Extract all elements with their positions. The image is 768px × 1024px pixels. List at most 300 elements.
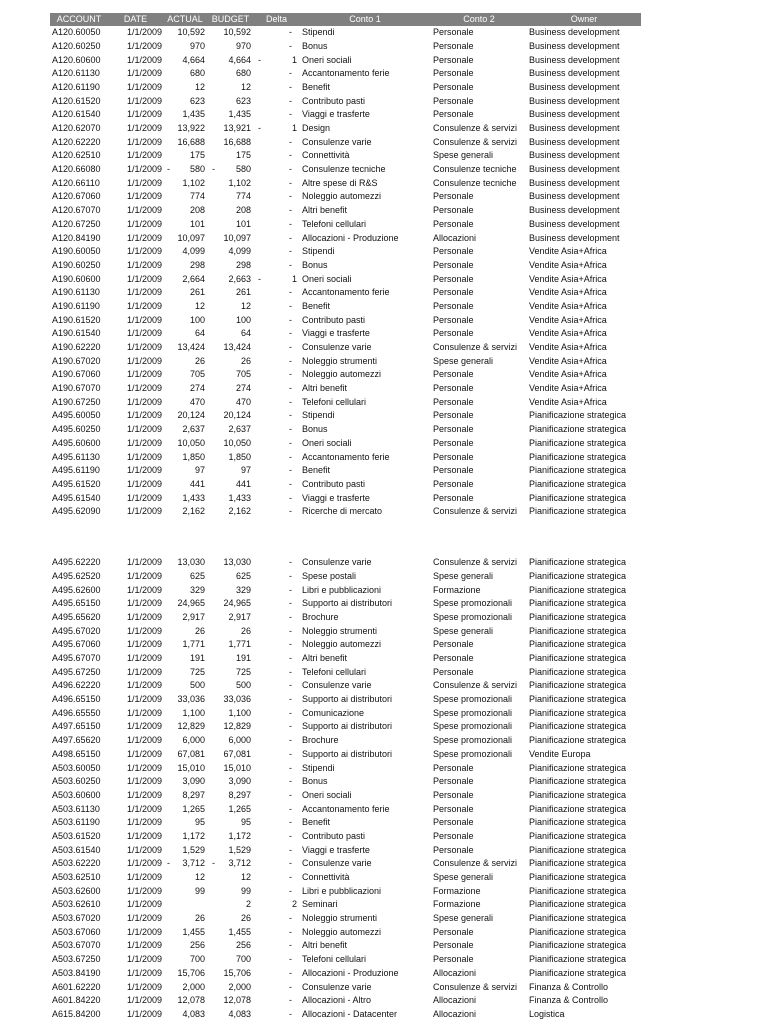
cell-account (50, 775, 108, 789)
cell-actual (163, 149, 207, 163)
budget-value: 10,592 (223, 27, 251, 38)
conto1-value: Altri benefit (302, 940, 348, 951)
cell-conto2 (431, 177, 527, 191)
cell-delta (254, 81, 299, 95)
date-value: 1/1/2009 (126, 54, 162, 65)
cell-conto1 (299, 844, 431, 858)
cell-conto2 (431, 409, 527, 423)
cell-budget (207, 259, 254, 273)
cell-actual (163, 707, 207, 721)
cell-actual (163, 355, 207, 369)
cell-conto1 (299, 816, 431, 830)
conto1-value: Supporto ai distributori (302, 694, 393, 705)
account-value: A503.61540 (52, 844, 101, 855)
conto2-value: Spese promozionali (433, 707, 513, 718)
conto1-value: Telefoni cellulari (302, 666, 367, 677)
owner-value: Business development (529, 136, 620, 147)
cell-date (108, 67, 163, 81)
account-value: A503.67060 (52, 926, 101, 937)
conto2-value: Formazione (433, 584, 481, 595)
cell-budget (207, 981, 254, 995)
delta-value: - (289, 830, 292, 841)
header-conto-2: Conto 2 (463, 13, 495, 24)
account-value: A503.62220 (52, 858, 101, 869)
table-row (50, 409, 641, 423)
budget-value: 680 (235, 68, 251, 79)
table-row (50, 67, 641, 81)
cell-date (108, 748, 163, 762)
cell-owner (527, 355, 641, 369)
delta-value: - (289, 570, 292, 581)
conto2-value: Spese generali (433, 625, 494, 636)
delta-value: - (289, 748, 292, 759)
table-row (50, 204, 641, 218)
cell-actual (163, 994, 207, 1008)
conto1-value: Comunicazione (302, 707, 365, 718)
cell-delta (254, 478, 299, 492)
date-value: 1/1/2009 (126, 803, 162, 814)
cell-conto2 (431, 122, 527, 136)
cell-conto2 (431, 95, 527, 109)
conto1-value: Accantonamento ferie (302, 803, 390, 814)
budget-value: 298 (235, 259, 251, 270)
actual-value: 1,455 (182, 926, 205, 937)
table-row (50, 693, 641, 707)
owner-value: Pianificazione strategica (529, 940, 627, 951)
budget-value: 705 (235, 369, 251, 380)
date-value: 1/1/2009 (126, 557, 162, 568)
conto1-value: Oneri sociali (302, 54, 352, 65)
cell-owner (527, 204, 641, 218)
cell-conto2 (431, 789, 527, 803)
cell-conto1 (299, 611, 431, 625)
cell-account (50, 898, 108, 912)
cell-actual (163, 748, 207, 762)
budget-value: 10,050 (223, 437, 251, 448)
conto1-value: Altri benefit (302, 653, 348, 663)
budget-value: 1,435 (228, 109, 251, 120)
account-value: A495.60050 (52, 410, 101, 421)
cell-date (108, 816, 163, 830)
account-value: A495.67060 (52, 639, 101, 650)
conto1-value: Consulenze varie (302, 136, 372, 147)
delta-sign: - (258, 273, 261, 284)
cell-budget (207, 81, 254, 95)
cell-conto1 (299, 437, 431, 451)
conto1-value: Brochure (302, 735, 339, 746)
cell-conto1 (299, 136, 431, 150)
cell-delta (254, 734, 299, 748)
actual-value: 13,424 (177, 342, 205, 352)
cell-budget (207, 830, 254, 844)
conto2-value: Personale (433, 40, 474, 51)
delta-value: - (289, 328, 292, 339)
cell-delta (254, 638, 299, 652)
cell-delta (254, 679, 299, 693)
cell-owner (527, 464, 641, 478)
cell-conto1 (299, 464, 431, 478)
budget-value: 20,124 (223, 410, 251, 421)
conto2-value: Personale (433, 191, 474, 202)
table-body-page-1 (50, 26, 641, 519)
cell-conto2 (431, 981, 527, 995)
cell-delta (254, 926, 299, 940)
cell-delta (254, 611, 299, 625)
cell-conto1 (299, 26, 431, 40)
conto2-value: Formazione (433, 885, 481, 896)
cell-owner (527, 625, 641, 639)
cell-date (108, 981, 163, 995)
cell-conto1 (299, 451, 431, 465)
date-value: 1/1/2009 (126, 666, 162, 677)
cell-actual (163, 611, 207, 625)
cell-actual (163, 816, 207, 830)
budget-value: 1,102 (228, 177, 251, 188)
delta-value: - (289, 410, 292, 421)
date-value: 1/1/2009 (126, 748, 162, 759)
owner-value: Business development (529, 177, 620, 188)
cell-date (108, 871, 163, 885)
actual-value: 4,099 (182, 246, 205, 257)
cell-conto2 (431, 327, 527, 341)
cell-conto2 (431, 570, 527, 584)
cell-conto2 (431, 857, 527, 871)
conto2-value: Consulenze & servizi (433, 123, 518, 133)
owner-value: Vendite Asia+Africa (529, 383, 607, 394)
table-row (50, 625, 641, 639)
budget-value: 13,030 (223, 557, 251, 568)
table-body-page-2 (50, 556, 641, 1021)
date-value: 1/1/2009 (126, 95, 162, 106)
account-value: A495.60250 (52, 424, 101, 435)
actual-value: 100 (189, 314, 205, 325)
cell-date (108, 939, 163, 953)
table-row (50, 368, 641, 382)
cell-delta (254, 40, 299, 54)
date-value: 1/1/2009 (126, 451, 162, 462)
delta-value: - (289, 465, 292, 476)
cell-conto2 (431, 652, 527, 666)
date-value: 1/1/2009 (126, 81, 162, 92)
cell-conto1 (299, 748, 431, 762)
account-value: A495.62600 (52, 584, 101, 595)
date-value: 1/1/2009 (126, 598, 162, 609)
cell-owner (527, 597, 641, 611)
delta-value: - (289, 136, 292, 147)
cell-owner (527, 26, 641, 40)
cell-owner (527, 177, 641, 191)
cell-owner (527, 707, 641, 721)
cell-actual (163, 789, 207, 803)
conto1-value: Brochure (302, 611, 339, 622)
cell-date (108, 218, 163, 232)
cell-actual (163, 26, 207, 40)
actual-value: 500 (189, 680, 205, 691)
budget-value: 15,010 (223, 762, 251, 773)
cell-date (108, 451, 163, 465)
cell-budget (207, 204, 254, 218)
account-value: A503.61520 (52, 830, 101, 841)
conto2-value: Personale (433, 803, 474, 814)
cell-conto2 (431, 382, 527, 396)
date-value: 1/1/2009 (126, 844, 162, 855)
owner-value: Pianificazione strategica (529, 557, 627, 568)
account-value: A615.84200 (52, 1008, 101, 1019)
cell-conto2 (431, 149, 527, 163)
cell-actual (163, 259, 207, 273)
cell-conto1 (299, 409, 431, 423)
owner-value: Pianificazione strategica (529, 570, 627, 581)
account-value: A120.61520 (52, 95, 101, 106)
date-value: 1/1/2009 (126, 981, 162, 992)
conto2-value: Personale (433, 410, 474, 421)
actual-value: 2,637 (182, 424, 205, 435)
cell-account (50, 451, 108, 465)
date-value: 1/1/2009 (126, 369, 162, 380)
date-value: 1/1/2009 (126, 40, 162, 51)
cell-date (108, 478, 163, 492)
delta-value: - (289, 342, 292, 352)
budget-value: 261 (235, 287, 251, 298)
owner-value: Business development (529, 68, 620, 79)
cell-actual (163, 327, 207, 341)
conto2-value: Personale (433, 369, 474, 380)
cell-conto2 (431, 885, 527, 899)
cell-actual (163, 885, 207, 899)
conto1-value: Viaggi e trasferte (302, 109, 370, 120)
cell-owner (527, 245, 641, 259)
date-value: 1/1/2009 (126, 123, 162, 133)
table-row (50, 464, 641, 478)
table-row (50, 570, 641, 584)
table-row (50, 789, 641, 803)
table-row (50, 54, 641, 68)
date-value: 1/1/2009 (126, 940, 162, 951)
cell-date (108, 95, 163, 109)
cell-account (50, 81, 108, 95)
cell-actual (163, 1008, 207, 1022)
delta-value: - (289, 287, 292, 298)
cell-delta (254, 286, 299, 300)
cell-conto2 (431, 396, 527, 410)
owner-value: Vendite Asia+Africa (529, 328, 607, 339)
cell-conto2 (431, 81, 527, 95)
cell-conto1 (299, 857, 431, 871)
cell-budget (207, 789, 254, 803)
cell-delta (254, 163, 299, 177)
cell-owner (527, 40, 641, 54)
conto2-value: Personale (433, 926, 474, 937)
date-value: 1/1/2009 (126, 27, 162, 38)
actual-value: 1,435 (182, 109, 205, 120)
cell-delta (254, 666, 299, 680)
delta-value: - (289, 68, 292, 79)
date-value: 1/1/2009 (126, 926, 162, 937)
cell-delta (254, 368, 299, 382)
delta-value: - (289, 776, 292, 787)
cell-account (50, 218, 108, 232)
conto2-value: Spese promozionali (433, 611, 513, 622)
budget-value: 625 (235, 570, 251, 581)
cell-budget (207, 409, 254, 423)
cell-conto1 (299, 830, 431, 844)
cell-conto1 (299, 108, 431, 122)
table-row (50, 939, 641, 953)
account-value: A120.61190 (52, 81, 100, 92)
conto2-value: Personale (433, 830, 474, 841)
cell-conto1 (299, 67, 431, 81)
cell-account (50, 478, 108, 492)
cell-account (50, 368, 108, 382)
conto2-value: Personale (433, 954, 474, 965)
cell-actual (163, 556, 207, 570)
cell-owner (527, 556, 641, 570)
cell-actual (163, 679, 207, 693)
account-value: A495.61540 (52, 492, 101, 503)
cell-actual (163, 273, 207, 287)
cell-budget (207, 423, 254, 437)
cell-actual (163, 652, 207, 666)
cell-delta (254, 707, 299, 721)
cell-account (50, 857, 108, 871)
cell-owner (527, 844, 641, 858)
account-value: A503.61190 (52, 817, 100, 828)
cell-account (50, 327, 108, 341)
actual-value: 261 (189, 287, 205, 298)
actual-value: 99 (194, 885, 205, 896)
delta-value: - (289, 506, 292, 517)
cell-account (50, 382, 108, 396)
account-value: A190.60250 (52, 259, 101, 270)
cell-actual (163, 775, 207, 789)
cell-actual (163, 830, 207, 844)
conto1-value: Consulenze varie (302, 557, 372, 568)
cell-account (50, 953, 108, 967)
conto2-value: Personale (433, 817, 474, 828)
conto2-value: Personale (433, 396, 474, 407)
cell-date (108, 300, 163, 314)
cell-account (50, 149, 108, 163)
owner-value: Pianificazione strategica (529, 967, 627, 978)
date-value: 1/1/2009 (126, 680, 162, 691)
cell-conto2 (431, 707, 527, 721)
table-row (50, 652, 641, 666)
cell-conto2 (431, 259, 527, 273)
table-row (50, 666, 641, 680)
date-value: 1/1/2009 (126, 611, 162, 622)
date-value: 1/1/2009 (126, 232, 162, 243)
cell-owner (527, 67, 641, 81)
budget-value: 175 (235, 150, 251, 161)
conto1-value: Telefoni cellulari (302, 396, 367, 407)
actual-value: 15,010 (177, 762, 205, 773)
delta-value: - (289, 177, 292, 188)
cell-actual (163, 423, 207, 437)
date-value: 1/1/2009 (126, 218, 162, 229)
account-value: A495.62220 (52, 557, 101, 568)
actual-value: 623 (189, 95, 205, 106)
table-row (50, 584, 641, 598)
cell-conto1 (299, 981, 431, 995)
date-value: 1/1/2009 (126, 721, 162, 732)
cell-delta (254, 570, 299, 584)
budget-value: 441 (235, 478, 251, 489)
cell-date (108, 885, 163, 899)
cell-date (108, 437, 163, 451)
date-value: 1/1/2009 (126, 492, 162, 503)
cell-owner (527, 1008, 641, 1022)
cell-account (50, 871, 108, 885)
cell-delta (254, 300, 299, 314)
actual-value: 12 (194, 81, 205, 92)
conto1-value: Telefoni cellulari (302, 218, 367, 229)
conto1-value: Supporto ai distributori (302, 721, 393, 732)
conto1-value: Noleggio automezzi (302, 639, 382, 650)
cell-delta (254, 26, 299, 40)
cell-conto1 (299, 396, 431, 410)
conto1-value: Libri e pubblicazioni (302, 885, 382, 896)
budget-value: 13,921 (223, 123, 251, 133)
date-value: 1/1/2009 (126, 1008, 162, 1019)
account-value: A495.67070 (52, 653, 101, 663)
cell-budget (207, 40, 254, 54)
conto2-value: Consulenze & servizi (433, 680, 518, 691)
cell-date (108, 245, 163, 259)
header-conto-1: Conto 1 (349, 13, 381, 24)
conto1-value: Bonus (302, 776, 328, 787)
cell-date (108, 136, 163, 150)
delta-value: - (289, 584, 292, 595)
date-value: 1/1/2009 (126, 694, 162, 705)
conto2-value: Personale (433, 653, 474, 663)
cell-actual (163, 136, 207, 150)
account-value: A601.84220 (52, 995, 101, 1006)
budget-value: 500 (235, 680, 251, 691)
delta-sign: - (258, 123, 261, 133)
cell-conto2 (431, 830, 527, 844)
owner-value: Pianificazione strategica (529, 424, 627, 435)
cell-date (108, 679, 163, 693)
owner-value: Business development (529, 95, 620, 106)
conto1-value: Noleggio strumenti (302, 355, 378, 366)
actual-value: 1,172 (182, 830, 205, 841)
cell-account (50, 762, 108, 776)
conto1-value: Allocazioni - Datacenter (302, 1008, 398, 1019)
conto2-value: Allocazioni (433, 995, 477, 1006)
cell-conto2 (431, 953, 527, 967)
conto1-value: Noleggio strumenti (302, 913, 378, 924)
account-value: A120.61540 (52, 109, 101, 120)
owner-value: Pianificazione strategica (529, 954, 627, 965)
cell-conto2 (431, 273, 527, 287)
cell-account (50, 190, 108, 204)
cell-actual (163, 597, 207, 611)
cell-budget (207, 163, 254, 177)
conto1-value: Accantonamento ferie (302, 451, 390, 462)
owner-value: Business development (529, 27, 620, 38)
conto2-value: Spese generali (433, 570, 494, 581)
budget-value: 2,637 (228, 424, 251, 435)
header-budget: BUDGET (211, 13, 250, 24)
cell-actual (163, 108, 207, 122)
cell-conto1 (299, 273, 431, 287)
table-row (50, 300, 641, 314)
delta-value: - (289, 872, 292, 882)
delta-value: - (289, 191, 292, 202)
cell-conto2 (431, 108, 527, 122)
cell-date (108, 26, 163, 40)
cell-conto1 (299, 1008, 431, 1022)
